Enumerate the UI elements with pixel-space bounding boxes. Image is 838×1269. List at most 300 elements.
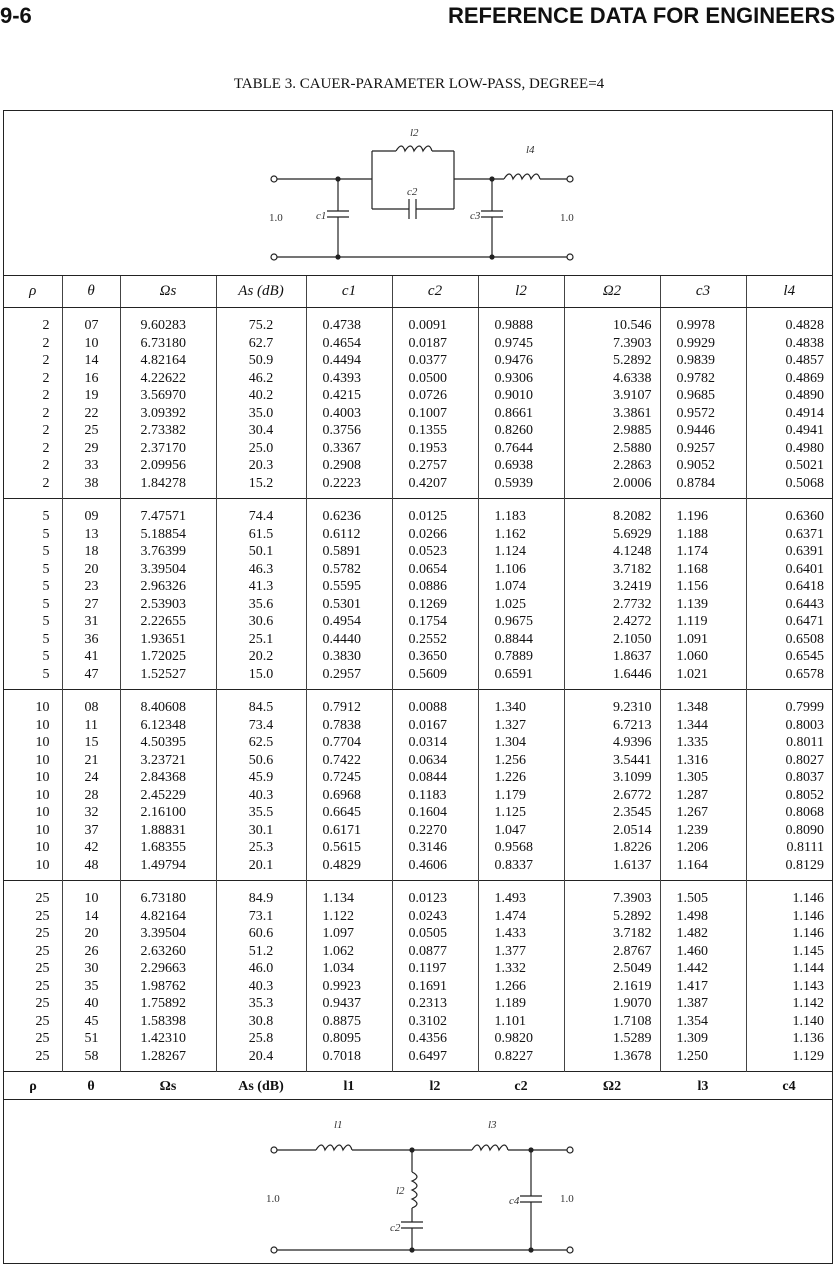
- value: 30.4: [248, 423, 274, 438]
- value: 50.6: [248, 752, 274, 768]
- value: 08: [84, 700, 99, 715]
- value: 1.68355: [140, 840, 186, 855]
- value: 2.22655: [140, 614, 186, 629]
- cell-as-db: [216, 308, 306, 499]
- value: 0.8052: [785, 787, 824, 803]
- value: 1.98762: [140, 978, 186, 994]
- value: 3.9107: [613, 388, 652, 403]
- value: 1.9070: [613, 996, 652, 1011]
- value: 0.2223: [322, 475, 361, 491]
- value: 10: [84, 335, 99, 351]
- value: 1.143: [792, 978, 824, 994]
- value: 11: [84, 717, 98, 733]
- rho-group-row: [4, 881, 832, 1072]
- value: 0.4954: [322, 614, 361, 629]
- value: 2.96326: [140, 579, 186, 594]
- value: 2.0514: [613, 822, 652, 838]
- value: 1.93651: [140, 631, 186, 647]
- value: 5: [42, 579, 50, 594]
- value: 15.0: [248, 666, 274, 682]
- col-header-l2: l2: [478, 276, 564, 308]
- value: 5: [42, 544, 50, 559]
- cell-theta: [62, 881, 120, 1072]
- value: 2.8767: [613, 943, 652, 959]
- cell-col5: [306, 499, 392, 690]
- source-resistance-label: 1.0: [269, 212, 283, 224]
- value: 41: [84, 649, 99, 664]
- value: 4.9396: [613, 735, 652, 750]
- value: 3.7182: [613, 926, 652, 941]
- cell-col10: [746, 308, 832, 499]
- value: 2.1050: [613, 631, 652, 647]
- value: 1.091: [676, 631, 708, 647]
- cell-theta: [62, 308, 120, 499]
- value: 1.84278: [140, 475, 186, 491]
- value: 0.3830: [322, 649, 361, 664]
- value: 0.7644: [494, 440, 533, 456]
- value: 3.76399: [140, 544, 186, 559]
- value: 0.8875: [322, 1013, 361, 1029]
- value: 0.0726: [408, 388, 447, 403]
- value: 30.6: [248, 614, 274, 629]
- value: 0.4393: [322, 370, 361, 386]
- value: 1.3678: [613, 1048, 652, 1064]
- value: 6.7213: [613, 717, 652, 733]
- output-terminal-top: [567, 176, 573, 182]
- value: 2.5049: [613, 961, 652, 976]
- value: 1.88831: [140, 822, 186, 838]
- value: 0.2552: [408, 631, 447, 647]
- input-terminal-top: [271, 1147, 277, 1153]
- inductor-l1: [316, 1145, 352, 1150]
- col-header-as-db: As (dB): [216, 276, 306, 308]
- value: 0.8260: [494, 423, 533, 438]
- value: 0.9745: [494, 335, 533, 351]
- input-terminal-bottom: [271, 1247, 277, 1253]
- value: 20: [84, 561, 99, 577]
- value: 0.9010: [494, 388, 533, 403]
- value: 25.8: [248, 1031, 274, 1046]
- value: 3.7182: [613, 561, 652, 577]
- cell-omega-2: [564, 308, 660, 499]
- value: 0.9306: [494, 370, 533, 386]
- value: 2: [42, 353, 50, 368]
- label-c2: c2: [407, 186, 418, 198]
- value: 1.025: [494, 596, 526, 612]
- load-resistance-label: 1.0: [560, 212, 574, 224]
- cell-col7: [478, 308, 564, 499]
- value: 2: [42, 458, 50, 473]
- value: 3.09392: [140, 405, 186, 421]
- cell-omega-s: [120, 308, 216, 499]
- col-footer-rho: ρ: [29, 1078, 37, 1094]
- value: 0.9446: [676, 423, 715, 438]
- value: 0.1953: [408, 440, 447, 456]
- col-header-c2: c2: [392, 276, 478, 308]
- value: 10: [35, 770, 50, 785]
- value: 0.0187: [408, 335, 447, 351]
- value: 40.3: [248, 978, 274, 994]
- inductor-l2: [396, 146, 432, 151]
- value: 0.6471: [785, 614, 824, 629]
- value: 1.156: [676, 579, 708, 594]
- value: 0.3146: [408, 840, 447, 855]
- input-terminal-bottom: [271, 254, 277, 260]
- value: 3.1099: [613, 770, 652, 785]
- cell-rho: [4, 308, 62, 499]
- value: 1.250: [676, 1048, 708, 1064]
- cell-col6: [392, 881, 478, 1072]
- value: 1.327: [494, 717, 526, 733]
- value: 15: [84, 735, 99, 750]
- value: 1.42310: [140, 1031, 186, 1046]
- value: 2: [42, 370, 50, 386]
- value: 1.146: [792, 891, 824, 906]
- value: 29: [84, 440, 99, 456]
- value: 2.4272: [613, 614, 652, 629]
- value: 1.179: [494, 787, 526, 803]
- value: 0.3756: [322, 423, 361, 438]
- value: 1.174: [676, 544, 708, 559]
- value: 45.9: [248, 770, 274, 785]
- value: 30: [84, 961, 99, 976]
- value: 1.139: [676, 596, 708, 612]
- col-footer-l1: l1: [343, 1078, 355, 1094]
- value: 0.8129: [785, 857, 824, 873]
- value: 45: [84, 1013, 99, 1029]
- value: 0.8095: [322, 1031, 361, 1046]
- value: 35.3: [248, 996, 274, 1011]
- value: 0.6371: [785, 526, 824, 542]
- value: 5.2892: [613, 353, 652, 368]
- value: 58: [84, 1048, 99, 1064]
- value: 0.2957: [322, 666, 361, 682]
- value: 1.129: [792, 1048, 824, 1064]
- cell-col7: [478, 690, 564, 881]
- value: 1.034: [322, 961, 354, 976]
- value: 0.6418: [785, 579, 824, 594]
- cell-col10: [746, 690, 832, 881]
- value: 0.8037: [785, 770, 824, 785]
- value: 60.6: [248, 926, 274, 941]
- value: 1.433: [494, 926, 526, 941]
- value: 0.1197: [408, 961, 447, 976]
- value: 16: [84, 370, 99, 386]
- col-header-c3: c3: [660, 276, 746, 308]
- cell-rho: [4, 881, 62, 1072]
- value: 20.4: [248, 1048, 274, 1064]
- value: 13: [84, 526, 99, 542]
- value: 25: [84, 423, 99, 438]
- cell-col9: [660, 690, 746, 881]
- value: 0.9257: [676, 440, 715, 456]
- value: 1.8226: [613, 840, 652, 855]
- output-terminal-bottom: [567, 1247, 573, 1253]
- value: 5: [42, 561, 50, 577]
- value: 1.074: [494, 579, 526, 594]
- value: 5.18854: [140, 526, 186, 542]
- value: 0.9437: [322, 996, 361, 1011]
- value: 1.6446: [613, 666, 652, 682]
- value: 0.3367: [322, 440, 361, 456]
- value: 7.3903: [613, 891, 652, 906]
- cell-col7: [478, 499, 564, 690]
- value: 2.3545: [613, 805, 652, 820]
- value: 2.37170: [140, 440, 186, 456]
- value: 1.162: [494, 526, 526, 542]
- label-l1: l1: [334, 1119, 343, 1131]
- bottom-schematic: [4, 1100, 832, 1264]
- value: 0.6391: [785, 544, 824, 559]
- col-footer-c2: c2: [514, 1078, 528, 1094]
- value: 33: [84, 458, 99, 473]
- value: 73.1: [248, 908, 274, 924]
- value: 0.4215: [322, 388, 361, 403]
- value: 0.4838: [785, 335, 824, 351]
- value: 0.8844: [494, 631, 533, 647]
- value: 2: [42, 405, 50, 421]
- value: 5: [42, 526, 50, 542]
- col-footer-omega-s: Ωs: [159, 1078, 177, 1094]
- value: 0.1604: [408, 805, 447, 820]
- value: 35: [84, 978, 99, 994]
- value: 0.4890: [785, 388, 824, 403]
- value: 1.125: [494, 805, 526, 820]
- value: 0.7838: [322, 717, 361, 733]
- cell-as-db: [216, 690, 306, 881]
- value: 40.2: [248, 388, 274, 403]
- value: 0.9572: [676, 405, 715, 421]
- value: 8.2082: [613, 509, 652, 524]
- value: 0.9052: [676, 458, 715, 473]
- value: 0.1355: [408, 423, 447, 438]
- cell-col9: [660, 499, 746, 690]
- value: 0.0377: [408, 353, 447, 368]
- value: 0.5782: [322, 561, 361, 577]
- value: 32: [84, 805, 99, 820]
- value: 47: [84, 666, 99, 682]
- value: 2: [42, 318, 50, 333]
- col-footer-l2: l2: [429, 1078, 441, 1094]
- cell-omega-s: [120, 690, 216, 881]
- value: 2.1619: [613, 978, 652, 994]
- value: 3.56970: [140, 388, 186, 403]
- value: 38: [84, 475, 99, 491]
- col-header-theta: θ: [62, 276, 120, 308]
- value: 51.2: [248, 943, 274, 959]
- value: 18: [84, 544, 99, 559]
- value: 0.8011: [786, 735, 824, 750]
- value: 0.4829: [322, 857, 361, 873]
- value: 1.474: [494, 908, 526, 924]
- value: 74.4: [248, 509, 274, 524]
- value: 0.4869: [785, 370, 824, 386]
- value: 2.2863: [613, 458, 652, 473]
- value: 73.4: [248, 717, 274, 733]
- value: 1.316: [676, 752, 708, 768]
- value: 1.134: [322, 891, 354, 906]
- value: 0.8784: [676, 475, 715, 491]
- value: 0.9782: [676, 370, 715, 386]
- table-frame: [3, 110, 833, 1264]
- value: 6.73180: [140, 891, 186, 906]
- value: 0.1754: [408, 614, 447, 629]
- value: 26: [84, 943, 99, 959]
- value: 4.50395: [140, 735, 186, 750]
- value: 0.6508: [785, 631, 824, 647]
- value: 0.9978: [676, 318, 715, 333]
- value: 0.0634: [408, 752, 447, 768]
- value: 1.146: [792, 908, 824, 924]
- value: 1.6137: [613, 857, 652, 873]
- column-header-row-bottom: [4, 1072, 832, 1102]
- value: 1.189: [494, 996, 526, 1011]
- value: 37: [84, 822, 99, 838]
- value: 1.309: [676, 1031, 708, 1046]
- value: 1.304: [494, 735, 526, 750]
- value: 42: [84, 840, 99, 855]
- value: 0.0091: [408, 318, 447, 333]
- value: 2.29663: [140, 961, 186, 976]
- value: 2.16100: [140, 805, 186, 820]
- value: 0.6360: [785, 509, 824, 524]
- value: 2: [42, 475, 50, 491]
- cell-col7: [478, 881, 564, 1072]
- value: 1.287: [676, 787, 708, 803]
- value: 0.7704: [322, 735, 361, 750]
- value: 30.1: [248, 822, 274, 838]
- value: 0.6401: [785, 561, 824, 577]
- value: 7.3903: [613, 335, 652, 351]
- value: 1.256: [494, 752, 526, 768]
- bottom-circuit-diagram: [4, 1099, 832, 1264]
- value: 50.9: [248, 353, 274, 368]
- value: 0.9929: [676, 335, 715, 351]
- value: 2.53903: [140, 596, 186, 612]
- value: 09: [84, 509, 99, 524]
- inductor-l3: [472, 1145, 508, 1150]
- col-header-l4: l4: [746, 276, 832, 308]
- value: 0.2270: [408, 822, 447, 838]
- value: 10: [35, 717, 50, 733]
- value: 0.2313: [408, 996, 447, 1011]
- value: 0.2757: [408, 458, 447, 473]
- load-resistance-label: 1.0: [560, 1193, 574, 1205]
- value: 19: [84, 388, 99, 403]
- value: 10: [35, 857, 50, 873]
- value: 84.9: [248, 891, 274, 906]
- value: 0.9675: [494, 614, 533, 629]
- value: 0.1269: [408, 596, 447, 612]
- value: 1.097: [322, 926, 354, 941]
- value: 0.5609: [408, 666, 447, 682]
- input-terminal-top: [271, 176, 277, 182]
- value: 07: [84, 318, 99, 333]
- inductor-l2: [412, 1172, 417, 1208]
- inductor-l4: [504, 174, 540, 179]
- rho-group-row: [4, 690, 832, 881]
- output-terminal-bottom: [567, 254, 573, 260]
- value: 51: [84, 1031, 99, 1046]
- cell-omega-2: [564, 881, 660, 1072]
- value: 0.6938: [494, 458, 533, 473]
- value: 0.5021: [785, 458, 824, 473]
- value: 30.8: [248, 1013, 274, 1029]
- value: 0.0844: [408, 770, 447, 785]
- value: 1.106: [494, 561, 526, 577]
- value: 0.6968: [322, 787, 361, 803]
- value: 0.0266: [408, 526, 447, 542]
- value: 0.8003: [785, 717, 824, 733]
- value: 24: [84, 770, 99, 785]
- value: 0.9888: [494, 318, 533, 333]
- value: 2.45229: [140, 787, 186, 803]
- value: 35.0: [248, 405, 274, 421]
- value: 23: [84, 579, 99, 594]
- value: 62.5: [248, 735, 274, 750]
- value: 4.22622: [140, 370, 186, 386]
- value: 2: [42, 388, 50, 403]
- value: 0.4356: [408, 1031, 447, 1046]
- value: 50.1: [248, 544, 274, 559]
- value: 5: [42, 509, 50, 524]
- value: 10: [35, 805, 50, 820]
- cell-col9: [660, 308, 746, 499]
- value: 1.58398: [140, 1013, 186, 1029]
- value: 7.47571: [140, 509, 186, 524]
- value: 0.5939: [494, 475, 533, 491]
- value: 14: [84, 908, 99, 924]
- value: 0.9476: [494, 353, 533, 368]
- value: 10: [35, 787, 50, 803]
- value: 5: [42, 596, 50, 612]
- value: 25.3: [248, 840, 274, 855]
- value: 0.5891: [322, 544, 361, 559]
- value: 0.8027: [785, 752, 824, 768]
- value: 5: [42, 614, 50, 629]
- value: 0.6497: [408, 1048, 447, 1064]
- value: 84.5: [248, 700, 274, 715]
- value: 0.7422: [322, 752, 361, 768]
- value: 0.0243: [408, 908, 447, 924]
- value: 0.0314: [408, 735, 447, 750]
- value: 10.546: [613, 318, 652, 333]
- label-l3: l3: [488, 1119, 497, 1131]
- value: 0.8661: [494, 405, 533, 421]
- value: 1.021: [676, 666, 708, 682]
- value: 27: [84, 596, 99, 612]
- cell-theta: [62, 499, 120, 690]
- cell-col5: [306, 690, 392, 881]
- book-title: REFERENCE DATA FOR ENGINEERS: [447, 3, 835, 28]
- cell-col6: [392, 308, 478, 499]
- value: 5: [42, 666, 50, 682]
- value: 0.6171: [322, 822, 361, 838]
- value: 1.183: [494, 509, 526, 524]
- value: 0.4606: [408, 857, 447, 873]
- value: 3.39504: [140, 561, 186, 577]
- value: 0.6578: [785, 666, 824, 682]
- value: 2.09956: [140, 458, 186, 473]
- value: 1.7108: [613, 1013, 652, 1029]
- value: 1.188: [676, 526, 708, 542]
- value: 35.6: [248, 596, 274, 612]
- value: 1.505: [676, 891, 708, 906]
- label-c3: c3: [470, 210, 481, 222]
- value: 1.377: [494, 943, 526, 959]
- value: 10: [35, 700, 50, 715]
- value: 46.2: [248, 370, 274, 386]
